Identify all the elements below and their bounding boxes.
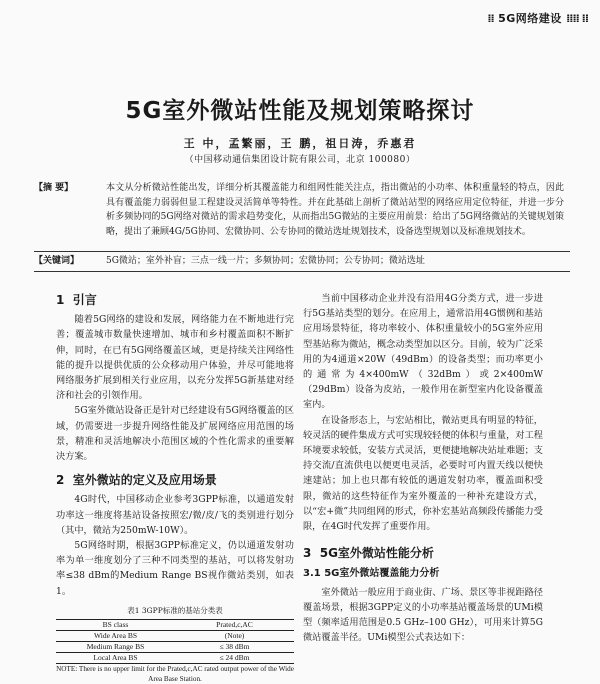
header-bars-right: ⁞⁞⁞⁞ ⁞⁞ (566, 12, 588, 25)
section-heading: 2 室外微站的定义及应用场景 (56, 473, 217, 488)
subsection-heading: 3.1 5G室外微站覆盖能力分析 (303, 568, 440, 580)
abstract-label: 【摘 要】 (34, 183, 74, 193)
keywords (34, 254, 564, 269)
paragraph: 当前中国移动企业并没有沿用4G分类方式，进一步进行5G基站类型的划分。在应用上，通常沿用4G惯例和基站应用场景特征，将功率较小、体积重量较小的5G室外应用型基站称为微站，概念动类型加以区分。目前，较为广泛采用的为4通道×20W（49dBm）的设备类型；而功率更小的通常为4×400mW（32dBm）或2×400mW（29dBm）设备为皮站，一般作用在新型室内化设备覆盖室内。 (303, 293, 543, 411)
left-column (56, 293, 294, 684)
keywords-label: 【关键词】 (34, 256, 80, 266)
paragraph: 5G室外微站设备正是针对已经建设有5G网络覆盖的区域，仍需要进一步提升网络性能及扩展网络应用范围的场景，精准和灵活地解决小范围区域的个性化需求的重要解决方案。 (56, 405, 294, 463)
affiliation: （中国移动通信集团设计院有限公司，北京 100080） (184, 155, 416, 165)
table-row: Medium Range BS ≤ 38 dBm (56, 642, 294, 653)
running-header (487, 10, 588, 26)
paragraph: 随着5G网络的建设和发展，网络能力在不断地进行完善；覆盖城市数量快速增加、城市和乡村覆盖面积不断扩伸，同时，在已有5G网络覆盖区域，更是持续关注网络性能的提升以提供优质的公众移动用户体验，并尽可能地将网络服务扩展到相关行业应用，以充分发挥5G新基建对经济和社会的引领作用。 (56, 314, 294, 402)
divider (34, 271, 570, 272)
keywords-text: 5G微站；室外补盲；三点一线一片；多频协同；宏微协同；公专协同；微站选址 (106, 256, 425, 266)
header-bars-left: ⁞⁞ (487, 12, 494, 25)
paragraph: 5G网络时期，根据3GPP标准定义，仍以通道发射功率为单一维度划分了三种不同类型的基站，可以将发射功率≤38 dBm的Medium Range BS视作微站类别，如表1。 (56, 540, 294, 597)
table-row: Wide Area BS (Note) (56, 631, 294, 642)
section-heading: 3 5G室外微站性能分析 (303, 546, 434, 561)
journal-section: 5G网络建设 (498, 12, 562, 25)
divider (34, 251, 570, 252)
abstract (34, 181, 564, 239)
paragraph: 在设备形态上，与宏站相比，微站更具有明显的特征，较灵活的硬件集成方式可实现较轻便的体积与重量，对工程环境要求较低，安装方式灵活，更便捷地解决站址难题；支持交流/直流供电以便更电灵活，必要时可内置天线以便快速建站；加上也只都有较低的遇道发射功率，覆盖面积受限，微站的这些特征作为室外覆盖的一种补充建设方式，以“宏+微”共同组网的形式，你补宏基站高频段传播能力受限，在4G时代发挥了重要作用。 (303, 414, 543, 533)
authors: 王 中，孟繁丽，王 鹏，祖日涛，乔惠君 (183, 137, 417, 150)
table-row: Local Area BS ≤ 24 dBm (56, 653, 294, 664)
article-title: 5G室外微站性能及规划策略探讨 (125, 98, 475, 124)
right-column (303, 291, 543, 645)
bs-class-table (56, 619, 294, 664)
table-header: Prated,c,AC (175, 620, 294, 631)
table-note: NOTE: There is no upper limit for the Prated,c,AC rated output power of the Wide Area Base Station. (56, 665, 294, 684)
paragraph: 4G时代，中国移动企业参考3GPP标准，以通道发射功率这一维度将基站设备按照宏/微/皮/飞的类别进行划分（其中，微站为250mW-10W）。 (56, 494, 294, 536)
paragraph: 室外微站一般应用于商业街、广场、景区等非视距路径覆盖场景，根据3GPP定义的小功率基站覆盖场景的UMi模型（频率适用范围是0.5 GHz–100 GHz），可用来计算5G微站覆盖半径。UMi模型公式表达如下： (303, 586, 543, 644)
section-heading: 1 引言 (56, 293, 97, 307)
table-header: BS class (56, 620, 175, 631)
table-caption: 表1 3GPP标准的基站分类表 (127, 605, 223, 615)
abstract-text: 本文从分析微站性能出发，详细分析其覆盖能力和组网性能关注点，指出微站的小功率、体积重量轻的特点，因此具有覆盖能力弱弱但显工程建设灵活简单等特性。并在此基础上剖析了微站站型的网络应用定位特征，并进一步分析多频协同的5G网络对微站的需求趋势变化，从而指出5G微站的主要应用前景：给出了5G网络微站的关键规划策略，提出了兼顾4G/5G协同、宏微协同、公专协同的微站选址规划技术，设备选型规划以及标准规划技术。 (106, 183, 564, 237)
